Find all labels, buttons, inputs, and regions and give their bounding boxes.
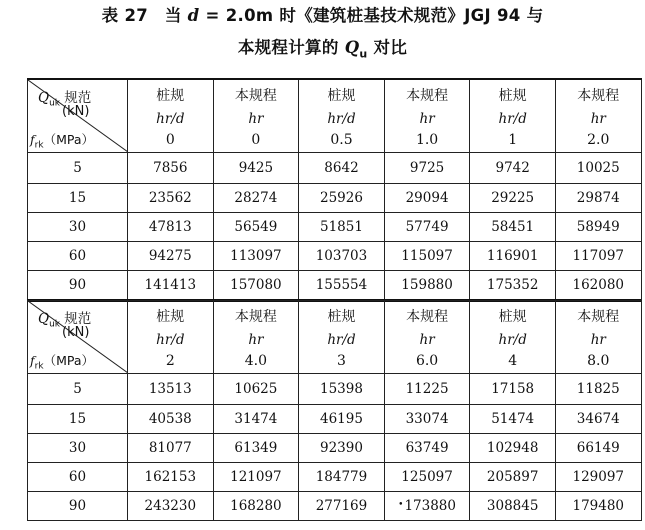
qu-value: 125097 bbox=[401, 469, 453, 485]
column-header-l2: hr bbox=[248, 332, 264, 348]
column-header-l3: 0.5 bbox=[330, 132, 353, 148]
qu-value: 40538 bbox=[148, 411, 192, 427]
qu-value: 11825 bbox=[576, 381, 620, 397]
qu-value-cell bbox=[299, 374, 385, 405]
corner-header-cell bbox=[28, 79, 128, 153]
column-header-l2: hr/d bbox=[498, 332, 527, 348]
column-header-l1: 本规程 bbox=[234, 88, 277, 104]
qu-value-cell bbox=[299, 434, 385, 463]
comparison-table-upper bbox=[27, 78, 642, 300]
corner-f-label bbox=[30, 130, 94, 151]
frk-value-cell: 60 bbox=[28, 463, 128, 492]
qu-value-cell bbox=[384, 463, 470, 492]
qu-value: 243230 bbox=[144, 498, 197, 514]
corner-f-var: f bbox=[30, 132, 35, 147]
qu-value: 157080 bbox=[230, 277, 282, 293]
qu-value: 10625 bbox=[234, 381, 278, 397]
column-header bbox=[299, 301, 385, 374]
title-q-sub: u bbox=[359, 47, 368, 61]
frk-value-cell: 90 bbox=[28, 271, 128, 300]
qu-value: 7856 bbox=[153, 160, 188, 176]
column-header bbox=[299, 79, 385, 153]
qu-value: 51474 bbox=[491, 411, 535, 427]
frk-value-cell: 30 bbox=[28, 213, 128, 242]
qu-value-cell bbox=[128, 492, 214, 521]
corner-header-cell bbox=[28, 301, 128, 374]
qu-value-cell bbox=[299, 492, 385, 521]
qu-value-cell bbox=[555, 374, 641, 405]
column-header-l1: 桩规 bbox=[498, 309, 527, 325]
column-header-l2: hr/d bbox=[156, 111, 185, 127]
qu-value: 9425 bbox=[238, 160, 274, 176]
qu-value: 58949 bbox=[576, 219, 620, 235]
qu-value-cell bbox=[213, 271, 299, 300]
column-header bbox=[213, 301, 299, 374]
qu-value: 141413 bbox=[144, 277, 197, 293]
qu-value: 56549 bbox=[234, 219, 278, 235]
qu-value: 168280 bbox=[230, 498, 282, 514]
column-header-l3: 1 bbox=[508, 132, 518, 148]
title-diameter-var: d bbox=[187, 6, 200, 25]
column-header-l1: 本规程 bbox=[406, 88, 449, 104]
qu-value: 63749 bbox=[405, 440, 449, 456]
qu-value-cell bbox=[213, 434, 299, 463]
qu-value-cell bbox=[299, 184, 385, 213]
column-header bbox=[128, 301, 214, 374]
qu-value: 29225 bbox=[491, 190, 535, 206]
column-header-l2: hr bbox=[590, 332, 606, 348]
qu-value-cell bbox=[299, 405, 385, 434]
qu-value-cell bbox=[213, 405, 299, 434]
corner-code-label: 规范 bbox=[60, 311, 92, 327]
qu-value-cell bbox=[470, 153, 556, 184]
qu-value-cell bbox=[555, 184, 641, 213]
qu-value: 159880 bbox=[401, 277, 453, 293]
corner-f-sub: rk bbox=[34, 361, 44, 372]
qu-value-cell bbox=[213, 184, 299, 213]
qu-value: 162080 bbox=[572, 277, 625, 293]
qu-value-cell bbox=[555, 153, 641, 184]
header-row bbox=[28, 301, 642, 374]
title-q-var: Q bbox=[344, 38, 360, 57]
column-header bbox=[555, 79, 641, 153]
qu-value: 31474 bbox=[234, 411, 278, 427]
qu-value-cell bbox=[555, 434, 641, 463]
column-header-l1: 本规程 bbox=[577, 309, 620, 325]
frk-value-cell: 5 bbox=[28, 153, 128, 184]
qu-value: 205897 bbox=[486, 469, 539, 485]
corner-q-unit: (kN) bbox=[62, 325, 90, 340]
qu-value-cell bbox=[384, 374, 470, 405]
qu-value: 184779 bbox=[315, 469, 368, 485]
title-line2-suffix: 对比 bbox=[367, 38, 408, 57]
corner-f-sub: rk bbox=[34, 140, 44, 151]
qu-value: 308845 bbox=[486, 498, 539, 514]
column-header-l3: 8.0 bbox=[587, 353, 610, 369]
qu-value-cell bbox=[555, 213, 641, 242]
qu-value-cell bbox=[384, 184, 470, 213]
qu-value: 17158 bbox=[491, 381, 535, 397]
qu-value-cell bbox=[470, 492, 556, 521]
frk-value-cell: 30 bbox=[28, 434, 128, 463]
column-header-l2: hr/d bbox=[327, 111, 356, 127]
corner-f-unit: （MPa） bbox=[43, 132, 94, 147]
qu-value-cell bbox=[384, 492, 470, 521]
column-header-l3: 6.0 bbox=[415, 353, 439, 369]
qu-value-cell bbox=[470, 374, 556, 405]
qu-value-cell bbox=[555, 271, 641, 300]
corner-f-label bbox=[30, 351, 94, 372]
table-row bbox=[28, 434, 642, 463]
qu-value-cell bbox=[128, 242, 214, 271]
column-header-l2: hr bbox=[419, 111, 435, 127]
qu-value-cell bbox=[128, 153, 214, 184]
column-header-l1: 本规程 bbox=[234, 309, 277, 325]
qu-value-cell bbox=[470, 213, 556, 242]
qu-value: 58451 bbox=[491, 219, 535, 235]
column-header-l1: 本规程 bbox=[406, 309, 449, 325]
frk-value-cell: 90 bbox=[28, 492, 128, 521]
column-header-l1: 桩规 bbox=[156, 309, 185, 325]
qu-value-cell bbox=[128, 184, 214, 213]
qu-value-cell bbox=[384, 405, 470, 434]
qu-value: 92390 bbox=[320, 440, 363, 456]
qu-value-cell bbox=[213, 153, 299, 184]
column-header-l2: hr/d bbox=[327, 332, 356, 348]
column-header-l3: 2 bbox=[165, 353, 175, 369]
qu-value-cell bbox=[470, 405, 556, 434]
column-header bbox=[384, 79, 470, 153]
qu-value: 29874 bbox=[576, 190, 620, 206]
qu-value: 10025 bbox=[576, 160, 620, 176]
qu-value: 175352 bbox=[486, 277, 539, 293]
qu-value-cell bbox=[555, 405, 641, 434]
qu-value: 179480 bbox=[572, 498, 625, 514]
qu-value-cell bbox=[299, 271, 385, 300]
table-row bbox=[28, 184, 642, 213]
corner-f-var: f bbox=[30, 353, 35, 368]
table-row bbox=[28, 271, 642, 300]
qu-value-cell bbox=[384, 242, 470, 271]
qu-value-cell bbox=[470, 184, 556, 213]
qu-value-cell bbox=[470, 434, 556, 463]
qu-value: 81077 bbox=[148, 440, 192, 456]
qu-value: 102948 bbox=[486, 440, 539, 456]
column-header-l2: hr/d bbox=[156, 332, 185, 348]
qu-value: 116901 bbox=[486, 248, 539, 264]
qu-value: 121097 bbox=[230, 469, 282, 485]
qu-value-cell bbox=[470, 242, 556, 271]
frk-value-cell: 15 bbox=[28, 405, 128, 434]
qu-value: 29094 bbox=[405, 190, 449, 206]
qu-value-cell bbox=[299, 242, 385, 271]
table-title-line-1 bbox=[0, 6, 645, 26]
qu-value-cell bbox=[555, 492, 641, 521]
column-header-l2: hr bbox=[590, 111, 606, 127]
qu-value-cell bbox=[128, 271, 214, 300]
qu-value: 9725 bbox=[409, 160, 445, 176]
qu-value-cell bbox=[555, 463, 641, 492]
qu-value-cell bbox=[470, 271, 556, 300]
frk-value-cell: 60 bbox=[28, 242, 128, 271]
qu-value-cell bbox=[555, 242, 641, 271]
qu-value: 47813 bbox=[148, 219, 192, 235]
column-header-l3: 2.0 bbox=[587, 132, 610, 148]
comparison-table-lower bbox=[27, 300, 642, 521]
qu-value: 23562 bbox=[148, 190, 192, 206]
qu-value: 9742 bbox=[495, 160, 530, 176]
qu-value: 28274 bbox=[234, 190, 278, 206]
column-header bbox=[470, 79, 556, 153]
qu-value-cell bbox=[299, 153, 385, 184]
qu-value-cell bbox=[213, 213, 299, 242]
column-header-l3: 4 bbox=[508, 353, 518, 369]
qu-value-cell bbox=[213, 492, 299, 521]
column-header-l1: 桩规 bbox=[327, 309, 356, 325]
qu-value: 66149 bbox=[576, 440, 620, 456]
qu-value: 115097 bbox=[401, 248, 453, 264]
column-header-l2: hr bbox=[248, 111, 264, 127]
qu-value: 103703 bbox=[315, 248, 368, 264]
table-title-line-2 bbox=[0, 38, 645, 64]
corner-q-sub: uk bbox=[49, 319, 60, 330]
qu-value: 33074 bbox=[405, 411, 449, 427]
qu-value: 8642 bbox=[324, 160, 359, 176]
column-header-l3: 3 bbox=[337, 353, 346, 369]
column-header-l1: 桩规 bbox=[327, 88, 356, 104]
column-header-l1: 本规程 bbox=[577, 88, 620, 104]
qu-value: 57749 bbox=[405, 219, 449, 235]
table-row bbox=[28, 213, 642, 242]
qu-value-cell bbox=[384, 213, 470, 242]
title-line2-prefix: 本规程计算的 bbox=[237, 38, 345, 57]
qu-value: • 173880 bbox=[398, 498, 456, 514]
column-header bbox=[470, 301, 556, 374]
qu-value-cell bbox=[384, 434, 470, 463]
qu-value: 46195 bbox=[320, 411, 363, 427]
qu-value-cell bbox=[384, 271, 470, 300]
column-header bbox=[213, 79, 299, 153]
qu-value: 61349 bbox=[234, 440, 278, 456]
qu-value-cell bbox=[128, 213, 214, 242]
corner-f-unit: （MPa） bbox=[43, 353, 94, 368]
corner-q-unit: (kN) bbox=[62, 104, 90, 119]
table-row bbox=[28, 153, 642, 184]
qu-value-cell bbox=[128, 434, 214, 463]
qu-value-cell bbox=[213, 463, 299, 492]
title-prefix: 表 27 当 bbox=[101, 6, 188, 25]
qu-value: 15398 bbox=[320, 381, 363, 397]
frk-value-cell: 15 bbox=[28, 184, 128, 213]
qu-value: 277169 bbox=[315, 498, 368, 514]
column-header-l3: 1.0 bbox=[415, 132, 439, 148]
table-row bbox=[28, 405, 642, 434]
qu-value: 13513 bbox=[148, 381, 192, 397]
corner-code-label: 规范 bbox=[60, 90, 92, 106]
qu-value-cell bbox=[128, 374, 214, 405]
column-header bbox=[555, 301, 641, 374]
corner-q-var: Q bbox=[38, 90, 50, 106]
column-header-l3: 4.0 bbox=[244, 353, 268, 369]
qu-value: 34674 bbox=[576, 411, 620, 427]
qu-value-cell bbox=[299, 213, 385, 242]
column-header-l3: 0 bbox=[165, 132, 175, 148]
qu-value: 51851 bbox=[320, 219, 363, 235]
table-row bbox=[28, 463, 642, 492]
qu-value-cell bbox=[213, 242, 299, 271]
qu-value-cell bbox=[384, 153, 470, 184]
qu-value-cell bbox=[128, 463, 214, 492]
table-row bbox=[28, 374, 642, 405]
qu-value: 11225 bbox=[405, 381, 449, 397]
header-row bbox=[28, 79, 642, 153]
qu-value-cell bbox=[128, 405, 214, 434]
qu-value: 113097 bbox=[230, 248, 282, 264]
column-header-l1: 桩规 bbox=[156, 88, 185, 104]
frk-value-cell: 5 bbox=[28, 374, 128, 405]
column-header bbox=[384, 301, 470, 374]
table-row bbox=[28, 492, 642, 521]
qu-value-cell bbox=[299, 463, 385, 492]
corner-q-sub: uk bbox=[49, 98, 60, 109]
qu-value-cell bbox=[470, 463, 556, 492]
title-line1-rest: = 2.0m 时《建筑桩基技术规范》JGJ 94 与 bbox=[199, 6, 544, 25]
column-header bbox=[128, 79, 214, 153]
column-header-l2: hr/d bbox=[498, 111, 527, 127]
qu-value: 25926 bbox=[320, 190, 363, 206]
qu-value: 155554 bbox=[315, 277, 368, 293]
column-header-l1: 桩规 bbox=[498, 88, 527, 104]
table-row bbox=[28, 242, 642, 271]
qu-value: 129097 bbox=[572, 469, 625, 485]
qu-value: 94275 bbox=[148, 248, 192, 264]
qu-value: 162153 bbox=[144, 469, 197, 485]
qu-value-cell bbox=[213, 374, 299, 405]
corner-q-var: Q bbox=[38, 311, 50, 327]
column-header-l3: 0 bbox=[251, 132, 261, 148]
column-header-l2: hr bbox=[419, 332, 435, 348]
qu-value: 117097 bbox=[572, 248, 625, 264]
